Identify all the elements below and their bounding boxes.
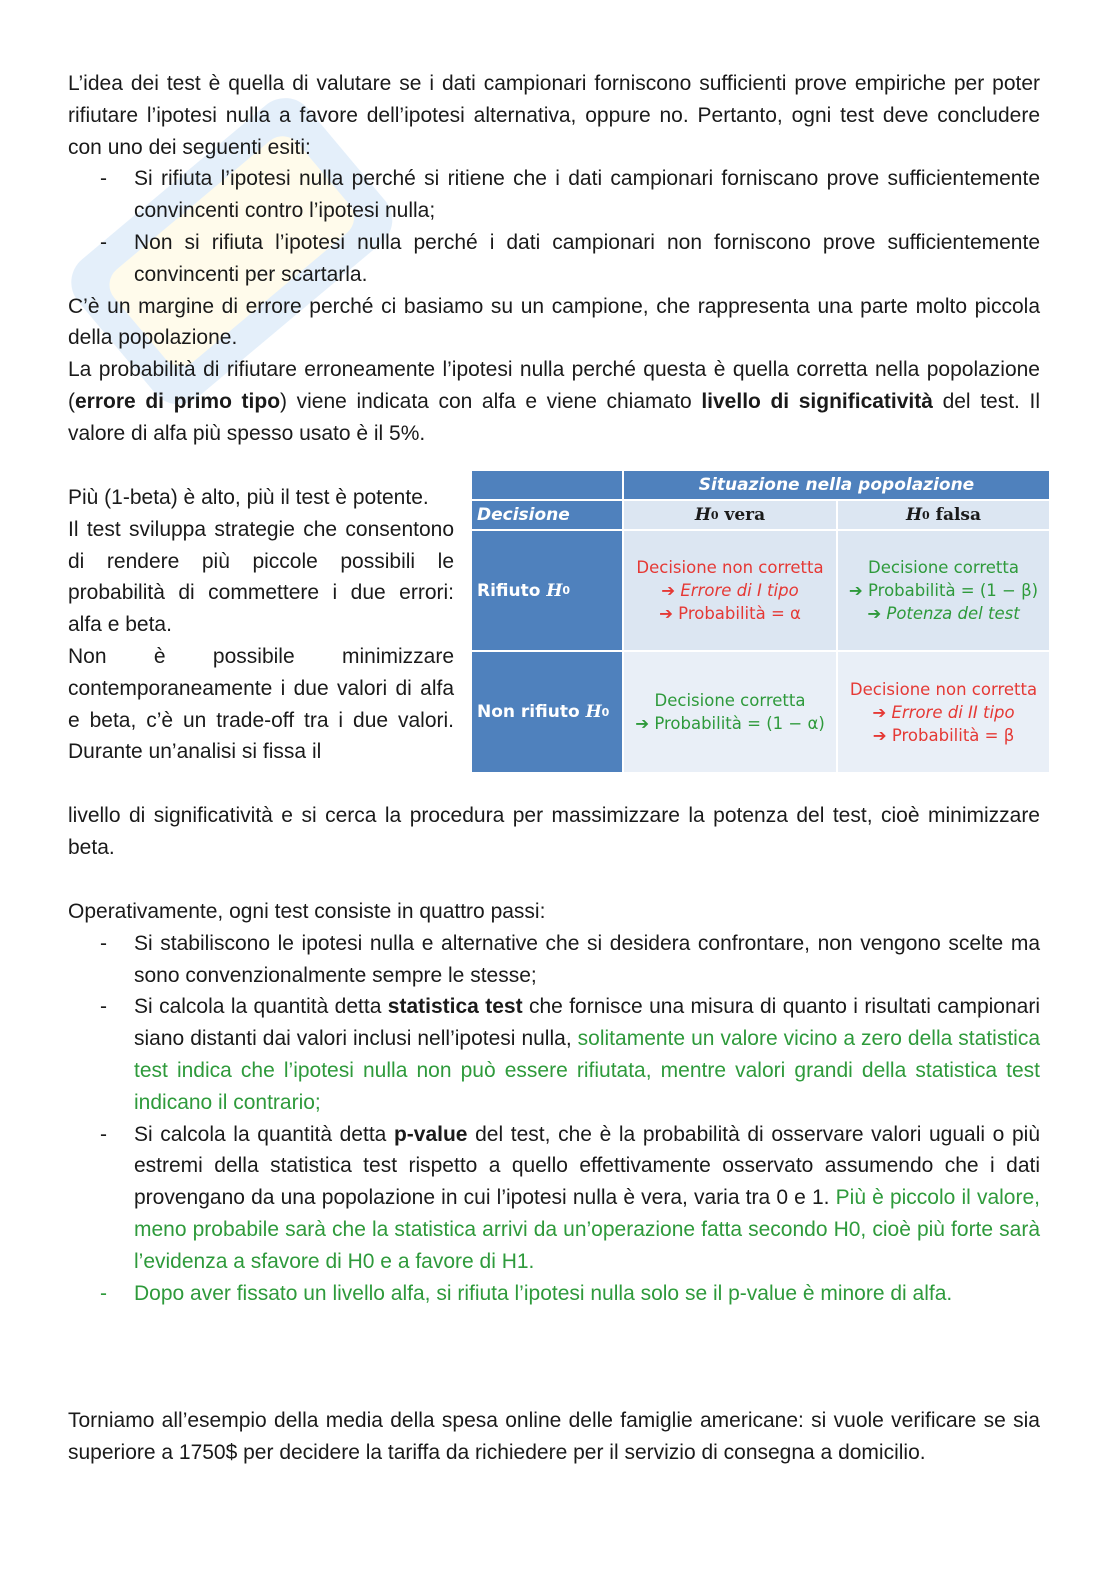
- cell-reject-h0-false: Decisione corretta ➔ Probabilità = (1 − β) ➔ Potenza del test: [838, 531, 1049, 650]
- decision-header: Decisione: [472, 501, 622, 529]
- table-corner: [472, 471, 622, 499]
- outcomes-list: [68, 163, 1040, 290]
- cell-reject-h0-true: Decisione non corretta ➔ Errore di I tipo ➔ Probabilità = α: [624, 531, 836, 650]
- tradeoff-note: Non è possibile minimizzare contemporaneamente i due valori di alfa e beta, c’è un trade-off tra i due valori. Durante un’analisi si fissa il: [68, 644, 454, 764]
- intro-block: [68, 68, 1040, 450]
- h0-false-header: H 0 falsa: [838, 501, 1049, 529]
- alpha-paragraph: La probabilità di rifiutare erroneamente l’ipotesi nulla perché questa è quella corretta nella popolazione (errore di primo tipo) viene indicata con alfa e viene chiamato livello di significatività del test. Il valore di alfa più spesso usato è il 5%.: [68, 358, 1040, 445]
- closing-paragraph: Torniamo all’esempio della media della spesa online delle famiglie americane: si vuole verificare se sia superiore a 1750$ per decidere la tariffa da richiedere per il servizio di consegna a domicilio.: [68, 1409, 1040, 1464]
- term-type-one-error: errore di primo tipo: [75, 389, 281, 413]
- step-item: - Si stabiliscono le ipotesi nulla e alternative che si desidera confrontare, non vengono scelte ma sono convenzionalmente sempre le stesse;: [134, 928, 1040, 992]
- h0-true-header: H 0 vera: [624, 501, 836, 529]
- intro-paragraph: L’idea dei test è quella di valutare se i dati campionari forniscono sufficienti prove empiriche per poter rifiutare l’ipotesi nulla a favore dell’ipotesi alternativa, oppure no. Pertanto, ogni test deve concludere con uno dei seguenti esiti:: [68, 72, 1040, 159]
- step-item: - Si calcola la quantità detta p-value del test, che è la probabilità di osservare valori uguali o più estremi della statistica test rispetto a quello effettivamente osservato assumendo che i dati provengano da una popolazione in cui l’ipotesi nulla è vera, varia tra 0 e 1. Più è piccolo il valore, meno probabile sarà che la statistica arrivi da un’operazione fatta secondo H0, cioè più forte sarà l’evidenza a sfavore di H0 e a favore di H1.: [134, 1119, 1040, 1278]
- not-reject-h0-row-header: Non rifiuto H 0: [472, 652, 622, 772]
- term-significance-level: livello di significatività: [701, 389, 933, 413]
- cell-not-reject-h0-false: Decisione non corretta ➔ Errore di II tipo ➔ Probabilità = β: [838, 652, 1049, 772]
- outcome-item: - Non si rifiuta l’ipotesi nulla perché i dati campionari non forniscono prove sufficientemente convincenti per scartarla.: [134, 227, 1040, 291]
- steps-list: [68, 928, 1040, 1310]
- step-item: - Dopo aver fissato un livello alfa, si rifiuta l’ipotesi nulla solo se il p-value è minore di alfa.: [134, 1278, 1040, 1310]
- margin-paragraph: C’è un margine di errore perché ci basiamo su un campione, che rappresenta una parte molto piccola della popolazione.: [68, 294, 1040, 350]
- power-note: Più (1-beta) è alto, più il test è potente.: [68, 486, 429, 509]
- outcome-item: - Si rifiuta l’ipotesi nulla perché si ritiene che i dati campionari forniscano prove sufficientemente convincenti contro l’ipotesi nulla;: [134, 163, 1040, 227]
- step-item: - Si calcola la quantità detta statistica test che fornisce una misura di quanto i risultati campionari siano distanti dai valori inclusi nell’ipotesi nulla, solitamente un valore vicino a zero della statistica test indica che l’ipotesi nulla non può essere rifiutata, mentre valori grandi della statistica test indicano il contrario;: [134, 991, 1040, 1118]
- reject-h0-row-header: Rifiuto H 0: [472, 531, 622, 650]
- side-text: [68, 482, 454, 768]
- steps-intro: Operativamente, ogni test consiste in quattro passi:: [68, 900, 546, 923]
- side-text-continuation: livello di significatività e si cerca la procedura per massimizzare la potenza del test, cioè minimizzare beta.: [68, 804, 1040, 859]
- strategy-note: Il test sviluppa strategie che consentono di rendere più piccole possibili le probabilità di commettere i due errori: alfa e beta.: [68, 517, 454, 637]
- cell-not-reject-h0-true: Decisione corretta ➔ Probabilità = (1 − α): [624, 652, 836, 772]
- steps-block: [68, 896, 1040, 1309]
- error-types-table: [472, 471, 1049, 772]
- table-title: Situazione nella popolazione: [624, 471, 1049, 499]
